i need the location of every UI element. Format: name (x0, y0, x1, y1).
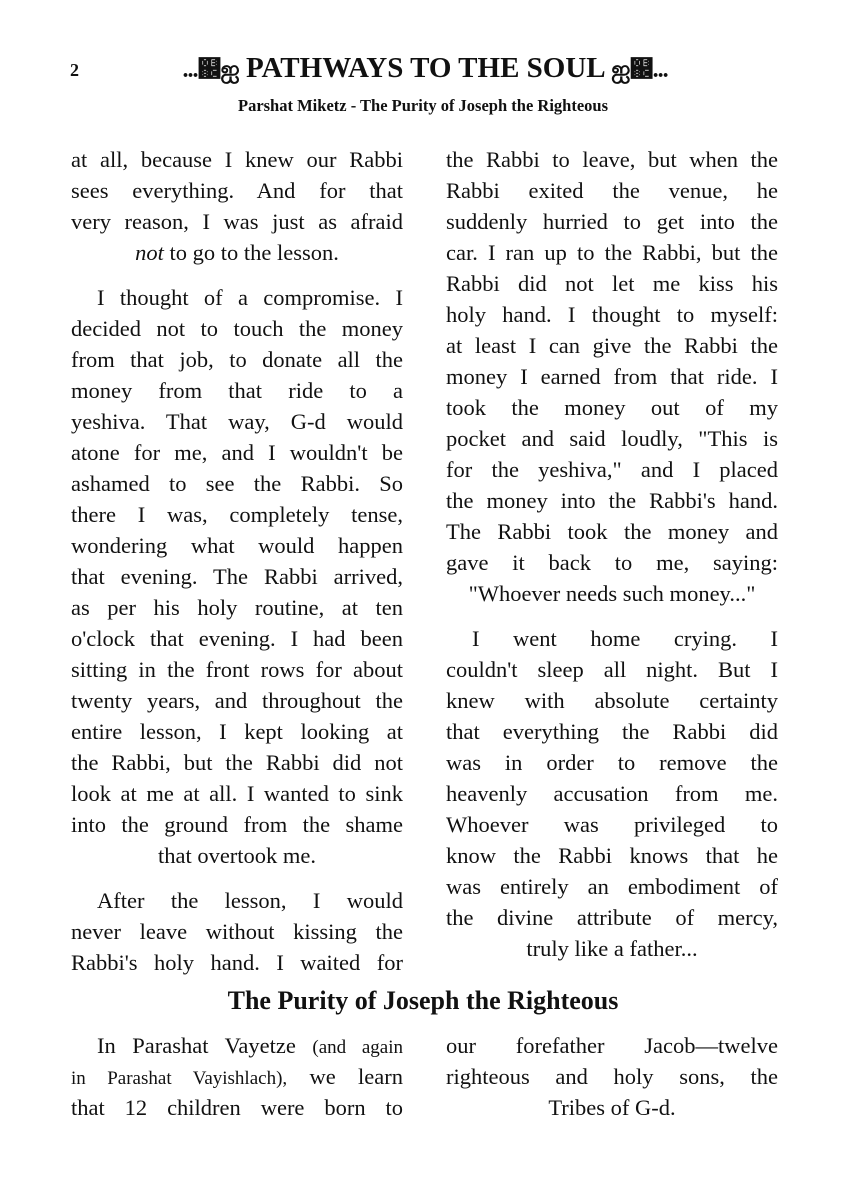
text-line (71, 206, 403, 237)
text-line (71, 747, 403, 778)
text-run: sees everything. And for that (71, 178, 403, 203)
text-run: I went home crying. I (472, 626, 778, 651)
text-line (446, 206, 778, 237)
text-run: that 12 children were born to (71, 1095, 403, 1120)
text-line (446, 747, 778, 778)
paragraph (71, 144, 403, 268)
text-run: decided not to touch the money (71, 316, 403, 341)
text-run: "Whoever needs such money..." (468, 581, 756, 606)
text-run: o'clock that evening. I had been (71, 626, 403, 651)
chapter-subtitle: Parshat Miketz - The Purity of Joseph the Righteous (237, 96, 608, 115)
text-line (71, 685, 403, 716)
ornament-left-icon: ...஌ஐ (182, 57, 239, 83)
text-line (446, 654, 778, 685)
book-title: PATHWAYS TO THE SOUL (245, 52, 605, 84)
text-line (446, 516, 778, 547)
section-heading: The Purity of Joseph the Righteous (227, 986, 619, 1015)
text-run: know the Rabbi knows that he (446, 843, 778, 868)
text-run: couldn't sleep all night. But I (446, 657, 778, 682)
small-text: in Parashat Vayishlach), (71, 1068, 288, 1089)
text-line (446, 485, 778, 516)
text-line (446, 840, 778, 871)
text-run: as per his holy routine, at ten (71, 595, 403, 620)
text-run: righteous and holy sons, the (446, 1064, 778, 1089)
text-line (446, 716, 778, 747)
text-run: never leave without kissing the (71, 919, 403, 944)
text-line (71, 344, 403, 375)
text-line (446, 1092, 778, 1123)
text-run: sitting in the front rows for about (71, 657, 403, 682)
text-run: Rabbi did not let me kiss his (446, 271, 778, 296)
text-run: very reason, I was just as afraid (71, 209, 403, 234)
text-run: gave it back to me, saying: (446, 550, 778, 575)
text-run: money I earned from that ride. I (446, 364, 778, 389)
text-run: car. I ran up to the Rabbi, but the (446, 240, 778, 265)
text-line (71, 375, 403, 406)
text-line (446, 1061, 778, 1092)
text-run: that overtook me. (157, 843, 317, 868)
text-run: was entirely an embodiment of (446, 874, 778, 899)
text-run: ashamed to see the Rabbi. So (71, 471, 403, 496)
text-line (446, 423, 778, 454)
text-run: wondering what would happen (71, 533, 403, 558)
text-line (71, 1061, 403, 1092)
text-run: the Rabbi to leave, but when the (446, 147, 778, 172)
text-run: the divine attribute of mercy, (446, 905, 778, 930)
text-line (446, 623, 778, 654)
text-line (71, 313, 403, 344)
text-run: holy hand. I thought to myself: (446, 302, 778, 327)
text-line (71, 437, 403, 468)
text-run: Rabbi exited the venue, he (446, 178, 778, 203)
italic-text: not (135, 240, 164, 265)
text-run: took the money out of my (446, 395, 778, 420)
text-line (446, 454, 778, 485)
text-line (71, 840, 403, 871)
text-run: Whoever was privileged to (446, 812, 778, 837)
text-line (446, 175, 778, 206)
text-column-left (71, 144, 403, 992)
text-line (71, 175, 403, 206)
text-line (71, 282, 403, 313)
text-line (71, 144, 403, 175)
text-run: truly like a father... (526, 936, 698, 961)
text-line (71, 468, 403, 499)
text-run: look at me at all. I wanted to sink (71, 781, 403, 806)
text-line (71, 916, 403, 947)
text-line (446, 933, 778, 964)
text-run: that evening. The Rabbi arrived, (71, 564, 403, 589)
text-column-right (446, 144, 778, 978)
text-run: there I was, completely tense, (71, 502, 403, 527)
text-run: In Parashat Vayetze (97, 1033, 313, 1058)
page-number: 2 (70, 60, 79, 80)
text-line (446, 299, 778, 330)
text-line (446, 392, 778, 423)
text-run: After the lesson, I would (97, 888, 403, 913)
text-run: twenty years, and throughout the (71, 688, 403, 713)
text-line (446, 685, 778, 716)
running-title (130, 52, 720, 86)
text-line (71, 623, 403, 654)
text-line (71, 406, 403, 437)
text-line (71, 499, 403, 530)
text-line (446, 361, 778, 392)
text-run: at all, because I knew our Rabbi (71, 147, 403, 172)
text-line (71, 1030, 403, 1061)
text-run: entire lesson, I kept looking at (71, 719, 403, 744)
text-line (71, 947, 403, 978)
text-line (71, 716, 403, 747)
text-line (446, 902, 778, 933)
paragraph (71, 1030, 403, 1123)
ornament-right-icon: ஐ஌... (611, 57, 668, 83)
text-run: that everything the Rabbi did (446, 719, 778, 744)
text-line (71, 654, 403, 685)
text-line (446, 547, 778, 578)
text-line (71, 561, 403, 592)
text-run: into the ground from the shame (71, 812, 403, 837)
text-run: our forefather Jacob—twelve (446, 1033, 778, 1058)
text-line (71, 530, 403, 561)
text-line (446, 1030, 778, 1061)
text-line (71, 778, 403, 809)
paragraph (446, 144, 778, 609)
text-run: at least I can give the Rabbi the (446, 333, 778, 358)
text-run: money from that ride to a (71, 378, 403, 403)
text-line (446, 578, 778, 609)
text-run: I thought of a compromise. I (97, 285, 403, 310)
text-line (446, 330, 778, 361)
text-run: the Rabbi, but the Rabbi did not (71, 750, 403, 775)
paragraph (71, 885, 403, 978)
text-line (71, 237, 403, 268)
text-line (446, 778, 778, 809)
section-column-right (446, 1030, 778, 1137)
text-run: knew with absolute certainty (446, 688, 778, 713)
text-line (71, 592, 403, 623)
paragraph (71, 282, 403, 871)
text-line (446, 871, 778, 902)
text-run: was in order to remove the (446, 750, 778, 775)
section-column-left (71, 1030, 403, 1137)
text-line (446, 809, 778, 840)
text-run: for the yeshiva," and I placed (446, 457, 778, 482)
text-line (71, 809, 403, 840)
small-text: (and again (312, 1037, 404, 1058)
text-run: Tribes of G-d. (548, 1095, 676, 1120)
paragraph (446, 623, 778, 964)
text-line (446, 268, 778, 299)
text-run: from that job, to donate all the (71, 347, 403, 372)
text-run: atone for me, and I wouldn't be (71, 440, 403, 465)
text-run: heavenly accusation from me. (446, 781, 778, 806)
paragraph (446, 1030, 778, 1123)
text-line (446, 237, 778, 268)
text-line (446, 144, 778, 175)
text-run: to go to the lesson. (163, 240, 339, 265)
text-run: yeshiva. That way, G-d would (71, 409, 403, 434)
text-run: The Rabbi took the money and (446, 519, 778, 544)
text-run: we learn (287, 1064, 404, 1089)
text-run: the money into the Rabbi's hand. (446, 488, 778, 513)
text-line (71, 885, 403, 916)
text-line (71, 1092, 403, 1123)
text-run: pocket and said loudly, "This is (446, 426, 778, 451)
text-run: suddenly hurried to get into the (446, 209, 778, 234)
text-run: Rabbi's holy hand. I waited for (71, 950, 403, 975)
